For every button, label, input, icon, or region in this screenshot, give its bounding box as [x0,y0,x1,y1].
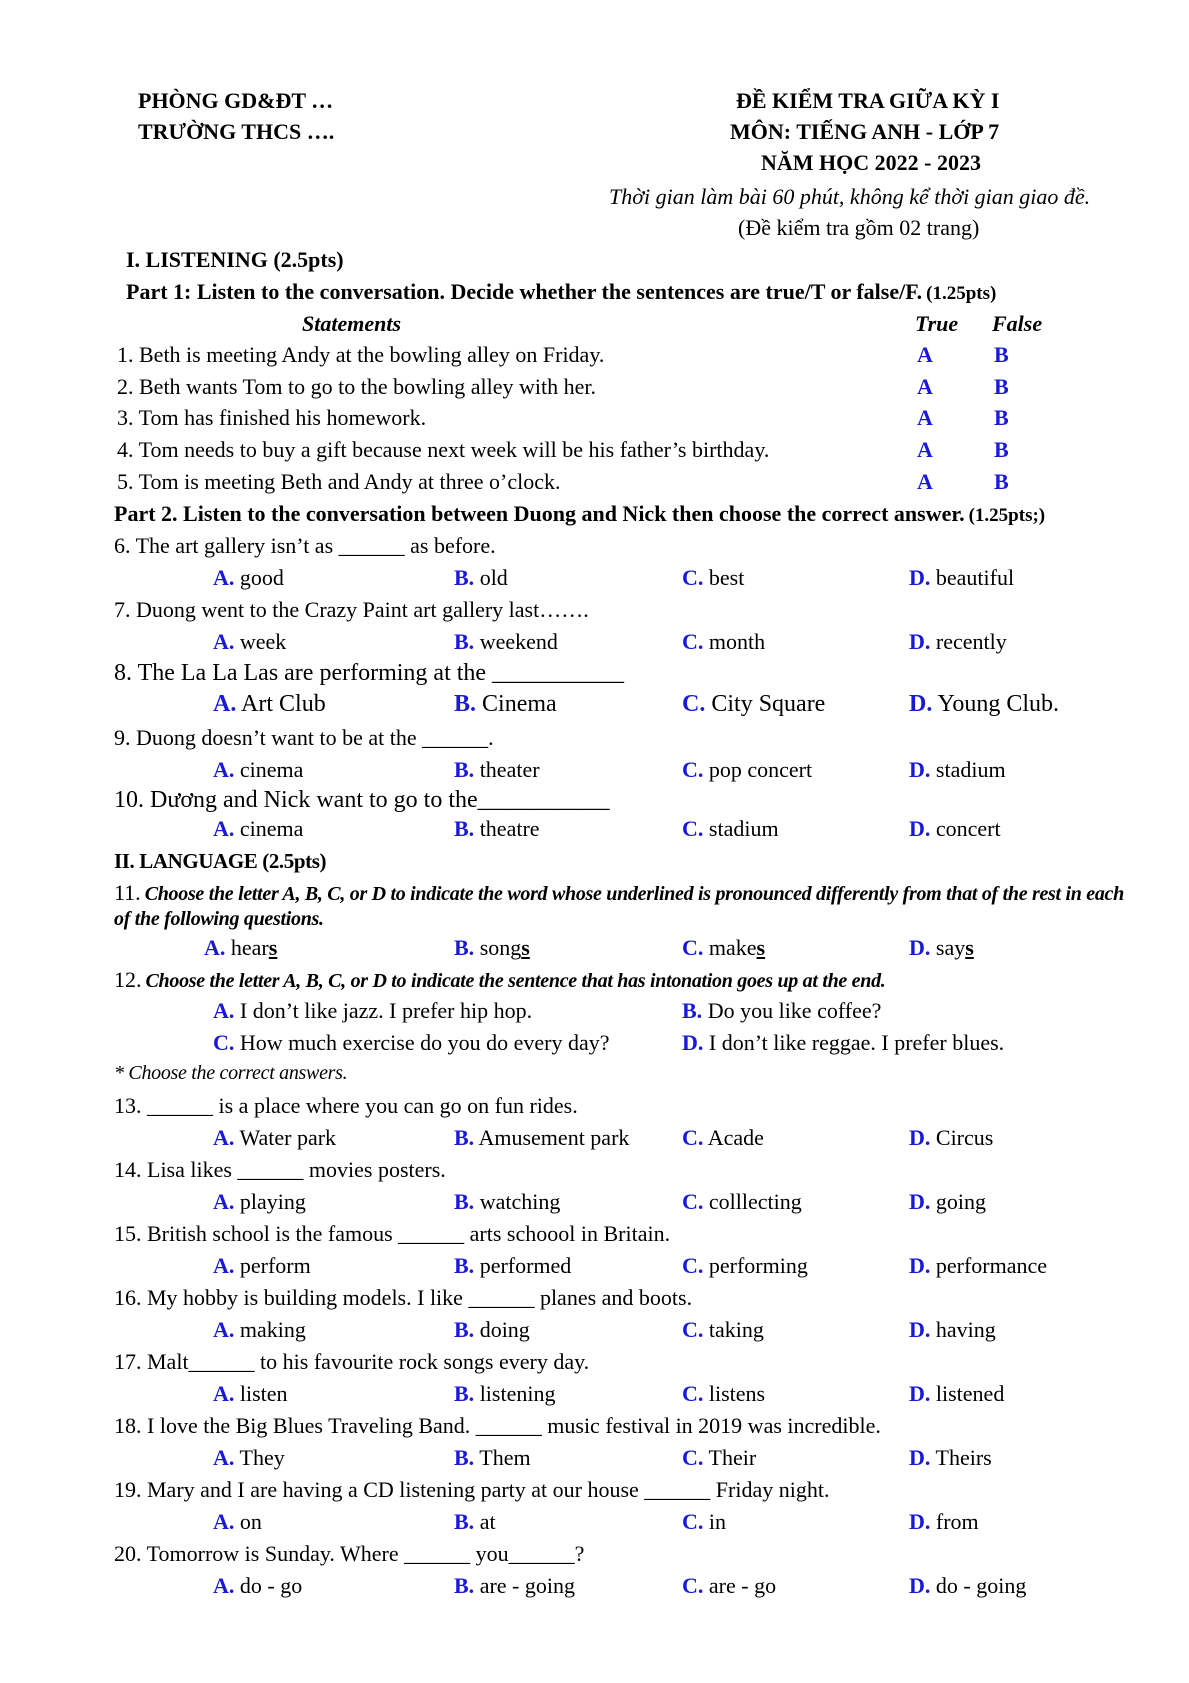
q6-option-d[interactable]: D. beautiful [909,565,1015,590]
statement-3: 3. Tom has finished his homework. [117,405,427,430]
q20-option-c[interactable]: C. are - go [682,1573,777,1598]
q20-option-a[interactable]: A. do - go [213,1573,303,1598]
q7-option-d[interactable]: D. recently [909,629,1007,654]
q7-option-a[interactable]: A. week [213,629,287,654]
q18-option-c[interactable]: C. Their [682,1445,757,1470]
q7-option-c[interactable]: C. month [682,629,766,654]
q14-option-c[interactable]: C. colllecting [682,1189,802,1214]
q12-option-c[interactable]: C. How much exercise do you do every day? [213,1030,610,1055]
q14-option-b[interactable]: B. watching [454,1189,561,1214]
statement-5: 5. Tom is meeting Beth and Andy at three o’clock. [117,469,561,494]
q9-option-d[interactable]: D. stadium [909,757,1006,782]
question-6: 6. The art gallery isn’t as ______ as before. [114,533,496,558]
choose-correct-note: * Choose the correct answers. [114,1062,348,1084]
time-note: Thời gian làm bài 60 phút, không kể thời gian giao đề. [609,184,1091,209]
q11-instruction-line1: Choose the letter A, B, C, or D to indicate the word whose underlined is pronounced differently from that of the rest in each [144,883,1124,905]
statement-1-true[interactable]: A [917,342,933,367]
q13-option-d[interactable]: D. Circus [909,1125,994,1150]
q17-option-a[interactable]: A. listen [213,1381,288,1406]
question-13: 13. ______ is a place where you can go on fun rides. [114,1093,578,1118]
q16-option-a[interactable]: A. making [213,1317,306,1342]
q11-option-d[interactable]: D. says [909,935,974,960]
statement-2: 2. Beth wants Tom to go to the bowling alley with her. [117,374,596,399]
question-18: 18. I love the Big Blues Traveling Band. ______ music festival in 2019 was incredible. [114,1413,881,1438]
q16-option-d[interactable]: D. having [909,1317,996,1342]
question-15: 15. British school is the famous ______ arts schoool in Britain. [114,1221,671,1246]
statement-3-true[interactable]: A [917,405,933,430]
question-9: 9. Duong doesn’t want to be at the ______. [114,725,494,750]
statement-2-false[interactable]: B [994,374,1009,399]
part2-heading [114,501,1045,527]
q10-option-c[interactable]: C. stadium [682,816,779,841]
q9-option-b[interactable]: B. theater [454,757,540,782]
q12-instruction [114,967,885,993]
statement-5-false[interactable]: B [994,469,1009,494]
q15-option-d[interactable]: D. performance [909,1253,1048,1278]
statement-4-false[interactable]: B [994,437,1009,462]
question-16: 16. My hobby is building models. I like ______ planes and boots. [114,1285,693,1310]
false-header: False [992,311,1043,336]
q11-instruction [114,880,1124,906]
q15-option-a[interactable]: A. perform [213,1253,311,1278]
statement-4-true[interactable]: A [917,437,933,462]
q8-option-b[interactable]: B. Cinema [454,691,557,717]
q14-option-a[interactable]: A. playing [213,1189,306,1214]
q11-option-a[interactable]: A. hears [204,935,278,960]
q11-number: 11. [114,880,141,905]
statement-1: 1. Beth is meeting Andy at the bowling alley on Friday. [117,342,605,367]
q12-number: 12. [114,967,142,992]
q16-option-b[interactable]: B. doing [454,1317,530,1342]
part2-title: Part 2. Listen to the conversation between Duong and Nick then choose the correct answer. [114,501,965,526]
q9-option-c[interactable]: C. pop concert [682,757,813,782]
q11-option-c[interactable]: C. makes [682,935,766,960]
q10-option-b[interactable]: B. theatre [454,816,540,841]
q17-option-c[interactable]: C. listens [682,1381,766,1406]
q13-option-a[interactable]: A. Water park [213,1125,337,1150]
statement-1-false[interactable]: B [994,342,1009,367]
q13-option-c[interactable]: C. Acade [682,1125,764,1150]
subject-title: MÔN: TIẾNG ANH - LỚP 7 [730,119,1000,144]
q12-option-d[interactable]: D. I don’t like reggae. I prefer blues. [682,1030,1005,1055]
statements-header: Statements [302,311,402,336]
exam-title: ĐỀ KIỂM TRA GIỮA KỲ I [736,88,1000,113]
q16-option-c[interactable]: C. taking [682,1317,764,1342]
question-20: 20. Tomorrow is Sunday. Where ______ you______? [114,1541,585,1566]
q18-option-a[interactable]: A. They [213,1445,285,1470]
question-10: 10. Dương and Nick want to go to the___________ [114,787,610,813]
q18-option-b[interactable]: B. Them [454,1445,531,1470]
q10-option-d[interactable]: D. concert [909,816,1001,841]
q7-option-b[interactable]: B. weekend [454,629,558,654]
question-8: 8. The La La Las are performing at the ___________ [114,660,625,686]
q9-option-a[interactable]: A. cinema [213,757,304,782]
q20-option-b[interactable]: B. are - going [454,1573,575,1598]
part2-points: (1.25pts;) [968,505,1046,526]
statement-3-false[interactable]: B [994,405,1009,430]
q6-option-a[interactable]: A. good [213,565,284,590]
q15-option-c[interactable]: C. performing [682,1253,808,1278]
true-header: True [915,311,959,336]
q6-option-b[interactable]: B. old [454,565,508,590]
q10-option-a[interactable]: A. cinema [213,816,304,841]
pages-note: (Đề kiểm tra gồm 02 trang) [738,215,980,240]
q19-option-d[interactable]: D. from [909,1509,979,1534]
q19-option-c[interactable]: C. in [682,1509,727,1534]
q17-option-b[interactable]: B. listening [454,1381,556,1406]
q13-option-b[interactable]: B. Amusement park [454,1125,630,1150]
q11-option-b[interactable]: B. songs [454,935,530,960]
q19-option-a[interactable]: A. on [213,1509,262,1534]
q15-option-b[interactable]: B. performed [454,1253,572,1278]
q17-option-d[interactable]: D. listened [909,1381,1005,1406]
statement-5-true[interactable]: A [917,469,933,494]
question-14: 14. Lisa likes ______ movies posters. [114,1157,446,1182]
header-left-line2: TRƯỜNG THCS …. [138,119,335,144]
q8-option-c[interactable]: C. City Square [682,691,826,717]
question-19: 19. Mary and I are having a CD listening party at our house ______ Friday night. [114,1477,830,1502]
question-7: 7. Duong went to the Crazy Paint art gallery last……. [114,597,589,622]
q12-option-a[interactable]: A. I don’t like jazz. I prefer hip hop. [213,998,533,1023]
statement-4: 4. Tom needs to buy a gift because next week will be his father’s birthday. [117,437,770,462]
question-17: 17. Malt______ to his favourite rock songs every day. [114,1349,590,1374]
section-listening-title: I. LISTENING (2.5pts) [126,247,344,272]
q14-option-d[interactable]: D. going [909,1189,987,1214]
part1-points: (1.25pts) [926,283,997,304]
q19-option-b[interactable]: B. at [454,1509,496,1534]
q18-option-d[interactable]: D. Theirs [909,1445,992,1470]
q20-option-d[interactable]: D. do - going [909,1573,1027,1598]
header-left-line1: PHÒNG GD&ĐT … [138,88,334,113]
q6-option-c[interactable]: C. best [682,565,745,590]
q12-option-b[interactable]: B. Do you like coffee? [682,998,882,1023]
school-year: NĂM HỌC 2022 - 2023 [761,150,981,175]
q12-instruction-text: Choose the letter A, B, C, or D to indicate the sentence that has intonation goes up at the end. [145,970,886,992]
q11-instruction-line2: of the following questions. [114,908,324,930]
q8-option-a[interactable]: A. Art Club [213,691,326,717]
part1-heading [126,279,996,305]
section-language-title: II. LANGUAGE (2.5pts) [114,849,327,873]
statement-2-true[interactable]: A [917,374,933,399]
part1-title: Part 1: Listen to the conversation. Decide whether the sentences are true/T or false/F. [126,279,923,304]
q8-option-d[interactable]: D. Young Club. [909,691,1060,717]
